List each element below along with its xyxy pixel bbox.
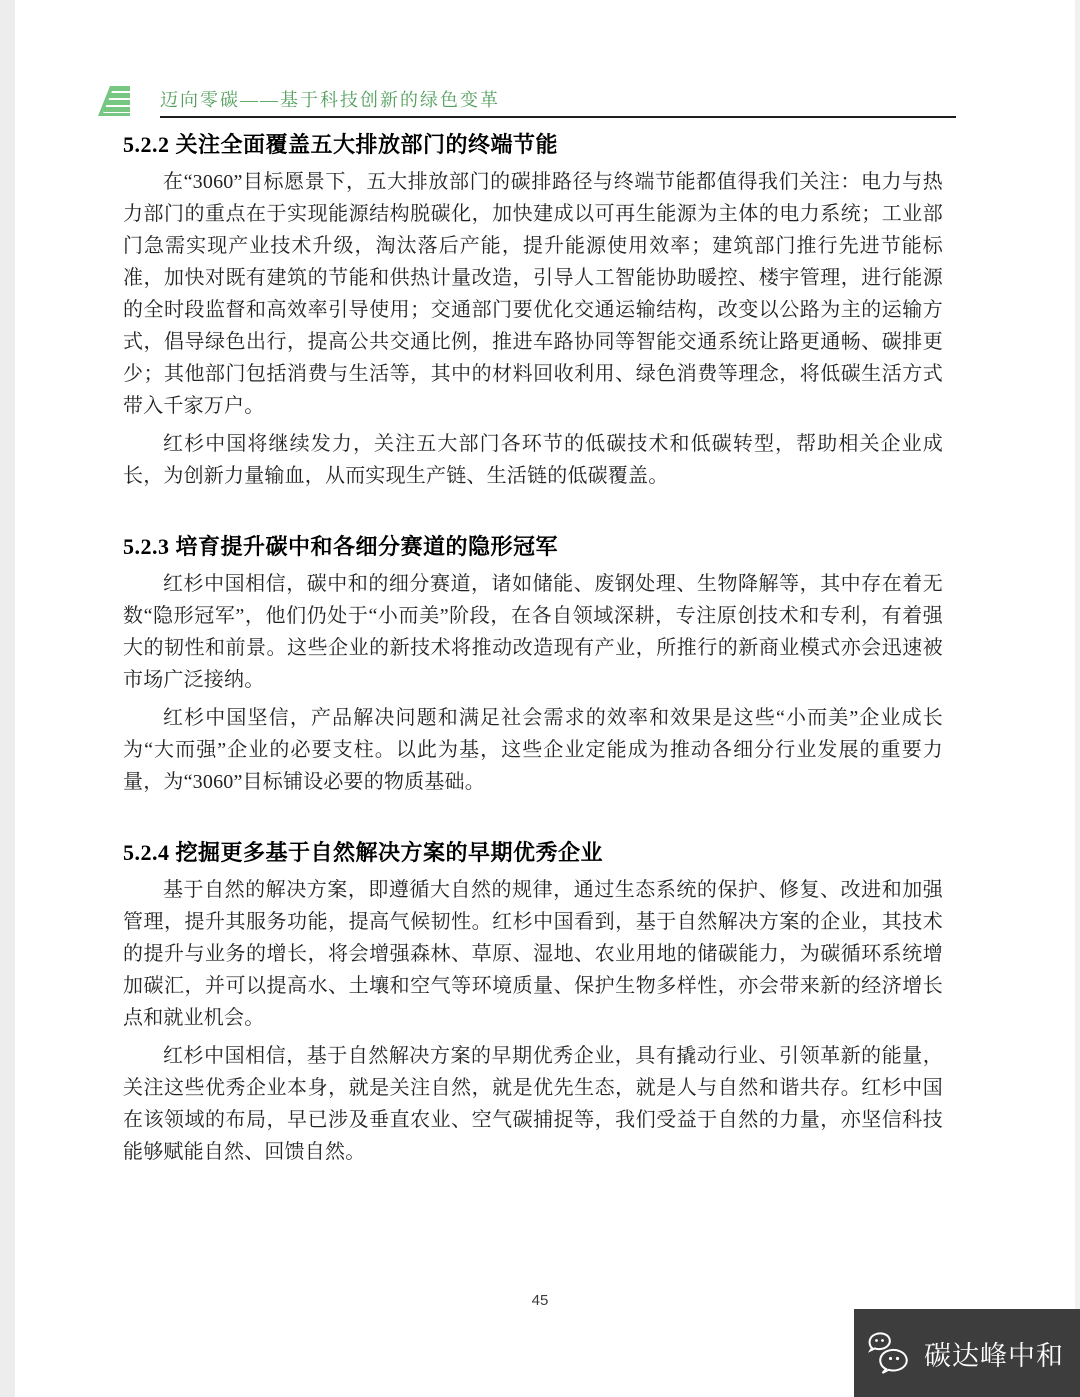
page-left-edge xyxy=(0,0,15,1397)
paragraph: 红杉中国将继续发力，关注五大部门各环节的低碳技术和低碳转型，帮助相关企业成长，为创新力量输血，从而实现生产链、生活链的低碳覆盖。 xyxy=(123,433,943,487)
paragraph: 红杉中国相信，碳中和的细分赛道，诸如储能、废钢处理、生物降解等，其中存在着无数“隐形冠军”，他们仍处于“小而美”阶段，在各自领域深耕，专注原创技术和专利，有着强大的韧性和前景。这些企业的新技术将推动改造现有产业，所推行的新商业模式亦会迅速被市场广泛接纳。 xyxy=(123,573,943,691)
section-5-2-3 xyxy=(123,532,943,798)
watermark-account-name: 碳达峰中和 xyxy=(924,1340,1064,1371)
green-leaf-stripes-logo-icon xyxy=(96,82,132,118)
section-5-2-4 xyxy=(123,838,943,1168)
paragraph: 红杉中国相信，基于自然解决方案的早期优秀企业，具有撬动行业、引领革新的能量，关注这些优秀企业本身，就是关注自然，就是优先生态，就是人与自然和谐共存。红杉中国在该领域的布局，早已涉及垂直农业、空气碳捕捉等，我们受益于自然的力量，亦坚信科技能够赋能自然、回馈自然。 xyxy=(123,1045,943,1163)
page-number: 45 xyxy=(531,1292,549,1309)
wechat-bubbles-icon xyxy=(866,1330,918,1376)
section-heading: 5.2.2 关注全面覆盖五大排放部门的终端节能 xyxy=(123,132,559,157)
paragraph: 在“3060”目标愿景下，五大排放部门的碳排路径与终端节能都值得我们关注：电力与热力部门的重点在于实现能源结构脱碳化，加快建成以可再生能源为主体的电力系统；工业部门急需实现产业技术升级，淘汰落后产能，提升能源使用效率；建筑部门推行先进节能标准，加快对既有建筑的节能和供热计量改造，引导人工智能协助暖控、楼宇管理，进行能源的全时段监督和高效率引导使用；交通部门要优化交通运输结构，改变以公路为主的运输方式，倡导绿色出行，提高公共交通比例，推进车路协同等智能交通系统让路更通畅、碳排更少；其他部门包括消费与生活等，其中的材料回收利用、绿色消费等理念，将低碳生活方式带入千家万户。 xyxy=(123,171,943,417)
page-right-edge xyxy=(1075,0,1080,1397)
paragraph: 基于自然的解决方案，即遵循大自然的规律，通过生态系统的保护、修复、改进和加强管理，提升其服务功能，提高气候韧性。红杉中国看到，基于自然解决方案的企业，其技术的提升与业务的增长，将会增强森林、草原、湿地、农业用地的储碳能力，为碳循环系统增加碳汇，并可以提高水、土壤和空气等环境质量、保护生物多样性，亦会带来新的经济增长点和就业机会。 xyxy=(123,879,943,1029)
header-rule xyxy=(160,116,956,118)
wechat-watermark xyxy=(854,1309,1080,1397)
paragraph: 红杉中国坚信，产品解决问题和满足社会需求的效率和效果是这些“小而美”企业成长为“大而强”企业的必要支柱。以此为基，这些企业定能成为推动各细分行业发展的重要力量，为“3060”目标铺设必要的物质基础。 xyxy=(123,707,943,793)
section-heading: 5.2.3 培育提升碳中和各细分赛道的隐形冠军 xyxy=(123,534,559,559)
section-5-2-2 xyxy=(123,130,943,492)
section-heading: 5.2.4 挖掘更多基于自然解决方案的早期优秀企业 xyxy=(123,840,604,865)
document-body xyxy=(123,122,943,1168)
document-header-title: 迈向零碳——基于科技创新的绿色变革 xyxy=(160,90,500,110)
document-header xyxy=(96,80,958,122)
